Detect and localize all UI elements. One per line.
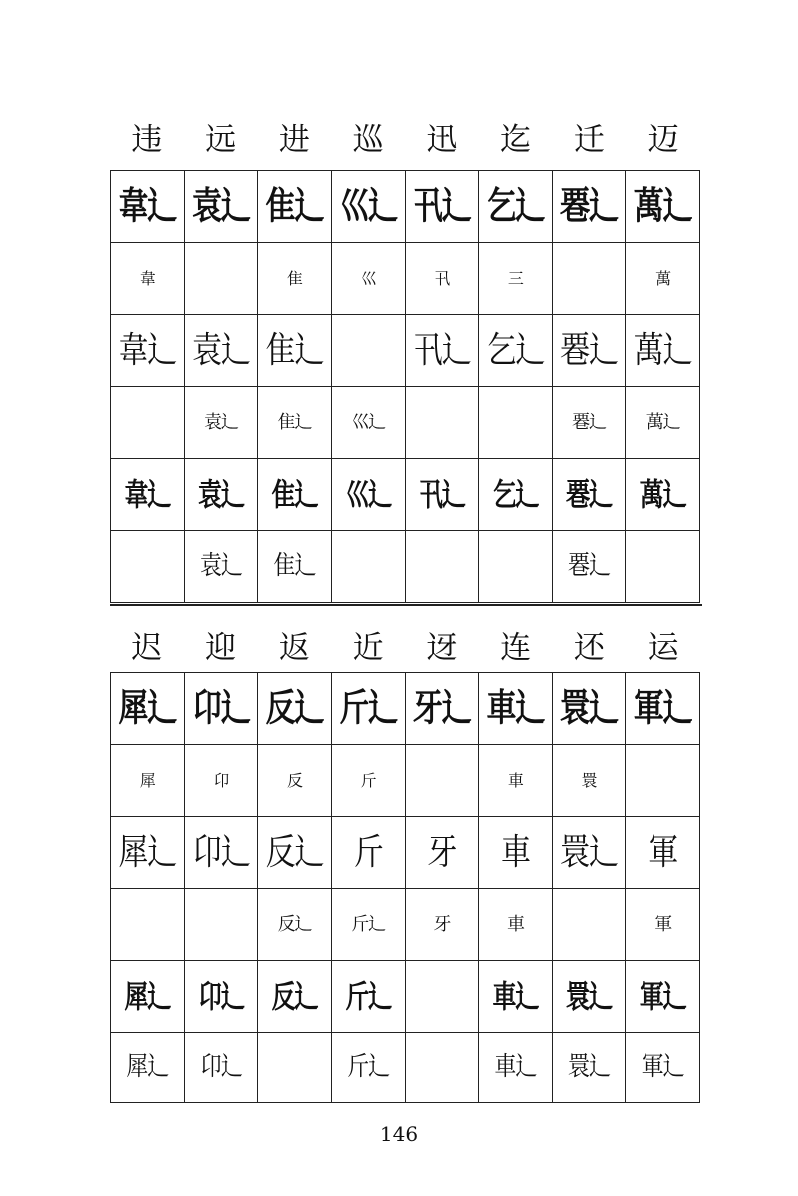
glyph-cell xyxy=(111,961,185,1033)
seal-glyph: 隹 xyxy=(287,269,303,288)
seal-glyph: 袁辶 xyxy=(191,328,250,371)
glyph-cell xyxy=(258,315,332,387)
glyph-row xyxy=(111,889,700,961)
glyph-cell xyxy=(479,171,553,243)
glyph-cell xyxy=(258,243,332,315)
seal-glyph: 斤辶 xyxy=(345,977,392,1015)
glyph-cell xyxy=(111,745,185,817)
header-char: 还 xyxy=(573,630,605,666)
seal-glyph: 巛辶 xyxy=(351,412,386,433)
glyph-cell xyxy=(626,459,700,531)
glyph-cell xyxy=(405,387,479,459)
glyph-cell xyxy=(111,531,185,603)
header-row-1 xyxy=(110,120,700,160)
glyph-cell xyxy=(184,889,258,961)
seal-glyph: 卂辶 xyxy=(418,475,465,513)
glyph-cell xyxy=(331,745,405,817)
seal-glyph: 巛 xyxy=(360,269,376,288)
glyph-cell xyxy=(258,889,332,961)
seal-glyph: 卬辶 xyxy=(191,830,250,873)
header-char: 迁 xyxy=(573,122,605,158)
glyph-row xyxy=(111,459,700,531)
glyph-cell xyxy=(331,171,405,243)
glyph-cell xyxy=(405,1033,479,1103)
glyph-cell xyxy=(184,1033,258,1103)
glyph-cell xyxy=(331,817,405,889)
seal-glyph: 巛辶 xyxy=(339,184,398,228)
seal-glyph: 袁辶 xyxy=(191,184,250,228)
glyph-cell xyxy=(552,531,626,603)
seal-glyph: 斤 xyxy=(353,830,383,873)
header-char: 远 xyxy=(205,122,237,158)
glyph-cell xyxy=(479,673,553,745)
seal-glyph: 反辶 xyxy=(265,686,324,730)
seal-glyph: 斤辶 xyxy=(339,686,398,730)
glyph-row xyxy=(111,315,700,387)
glyph-cell xyxy=(552,243,626,315)
header-char: 迟 xyxy=(131,630,163,666)
glyph-cell xyxy=(184,459,258,531)
seal-glyph: 萬辶 xyxy=(633,184,692,228)
seal-glyph: 韋辶 xyxy=(118,184,177,228)
glyph-cell xyxy=(405,243,479,315)
glyph-cell xyxy=(479,531,553,603)
seal-glyph: 隹辶 xyxy=(271,475,318,513)
glyph-cell xyxy=(479,459,553,531)
page-number: 146 xyxy=(379,1122,419,1146)
seal-glyph: 䙴辶 xyxy=(566,475,613,513)
glyph-cell xyxy=(552,315,626,387)
glyph-cell xyxy=(626,243,700,315)
glyph-cell xyxy=(184,387,258,459)
glyph-cell xyxy=(405,745,479,817)
header-char: 违 xyxy=(131,122,163,158)
glyph-cell xyxy=(331,315,405,387)
glyph-cell xyxy=(331,961,405,1033)
glyph-cell xyxy=(184,745,258,817)
seal-glyph: 反 xyxy=(287,771,303,790)
seal-glyph: 軍辶 xyxy=(633,686,692,730)
glyph-cell xyxy=(258,817,332,889)
glyph-cell xyxy=(626,531,700,603)
seal-glyph: 萬辶 xyxy=(645,412,680,433)
seal-glyph: 反辶 xyxy=(277,914,312,935)
seal-glyph: 軍辶 xyxy=(639,977,686,1015)
glyph-cell xyxy=(331,889,405,961)
glyph-cell xyxy=(552,745,626,817)
header-char: 连 xyxy=(500,630,532,666)
seal-glyph: 乞辶 xyxy=(486,328,545,371)
glyph-cell xyxy=(479,243,553,315)
glyph-cell xyxy=(331,459,405,531)
glyph-cell xyxy=(331,1033,405,1103)
glyph-cell xyxy=(479,1033,553,1103)
glyph-row xyxy=(111,387,700,459)
glyph-cell xyxy=(258,961,332,1033)
glyph-cell xyxy=(184,961,258,1033)
glyph-cell xyxy=(111,673,185,745)
header-char: 迅 xyxy=(426,122,458,158)
glyph-cell xyxy=(258,171,332,243)
seal-glyph: 犀辶 xyxy=(118,830,177,873)
glyph-cell xyxy=(111,459,185,531)
header-char: 进 xyxy=(278,122,310,158)
glyph-table-2 xyxy=(110,672,700,1103)
glyph-cell xyxy=(479,387,553,459)
header-char: 巡 xyxy=(352,122,384,158)
seal-glyph: 犀 xyxy=(139,771,155,790)
seal-glyph: 軍辶 xyxy=(641,1051,684,1082)
header-row-2 xyxy=(110,628,700,668)
glyph-cell xyxy=(626,889,700,961)
glyph-cell xyxy=(626,673,700,745)
glyph-cell xyxy=(184,243,258,315)
glyph-cell xyxy=(552,961,626,1033)
seal-glyph: 卂 xyxy=(434,269,450,288)
seal-glyph: 犀辶 xyxy=(124,977,171,1015)
seal-glyph: 車 xyxy=(506,914,524,935)
seal-glyph: 䙴辶 xyxy=(560,184,619,228)
seal-glyph: 犀辶 xyxy=(126,1051,169,1082)
seal-glyph: 韋 xyxy=(139,269,155,288)
seal-glyph: 軍 xyxy=(654,914,672,935)
seal-glyph: 斤辶 xyxy=(351,914,386,935)
glyph-row xyxy=(111,961,700,1033)
seal-glyph: 睘 xyxy=(581,771,597,790)
glyph-table-1 xyxy=(110,170,700,603)
glyph-cell xyxy=(626,817,700,889)
seal-glyph: 三 xyxy=(507,269,523,288)
seal-glyph: 卂辶 xyxy=(412,328,471,371)
seal-glyph: 隹辶 xyxy=(273,550,316,581)
section-divider xyxy=(110,604,702,606)
glyph-cell xyxy=(111,171,185,243)
glyph-cell xyxy=(258,1033,332,1103)
glyph-cell xyxy=(331,673,405,745)
seal-glyph: 反辶 xyxy=(271,977,318,1015)
glyph-cell xyxy=(258,459,332,531)
seal-glyph: 車 xyxy=(500,830,530,873)
seal-glyph: 䙴辶 xyxy=(560,328,619,371)
seal-glyph: 隹辶 xyxy=(265,328,324,371)
glyph-cell xyxy=(184,531,258,603)
glyph-cell xyxy=(184,171,258,243)
glyph-cell xyxy=(626,1033,700,1103)
glyph-cell xyxy=(626,961,700,1033)
glyph-cell xyxy=(184,673,258,745)
header-char: 近 xyxy=(352,630,384,666)
header-char: 迎 xyxy=(205,630,237,666)
glyph-cell xyxy=(331,531,405,603)
seal-glyph: 車辶 xyxy=(494,1051,537,1082)
glyph-cell xyxy=(626,315,700,387)
seal-glyph: 睘辶 xyxy=(560,830,619,873)
seal-glyph: 韋辶 xyxy=(118,328,177,371)
glyph-cell xyxy=(258,673,332,745)
seal-glyph: 牙辶 xyxy=(412,686,471,730)
glyph-cell xyxy=(111,817,185,889)
glyph-row xyxy=(111,243,700,315)
glyph-row xyxy=(111,745,700,817)
glyph-cell xyxy=(479,889,553,961)
glyph-cell xyxy=(184,315,258,387)
seal-glyph: 卬辶 xyxy=(199,1051,242,1082)
seal-glyph: 萬辶 xyxy=(633,328,692,371)
header-char: 迓 xyxy=(426,630,458,666)
glyph-row xyxy=(111,817,700,889)
glyph-cell xyxy=(479,315,553,387)
glyph-cell xyxy=(405,459,479,531)
seal-glyph: 卂辶 xyxy=(412,184,471,228)
seal-glyph: 隹辶 xyxy=(265,184,324,228)
seal-glyph: 䙴辶 xyxy=(572,412,607,433)
header-char: 返 xyxy=(278,630,310,666)
glyph-row xyxy=(111,531,700,603)
glyph-cell xyxy=(479,961,553,1033)
glyph-cell xyxy=(479,745,553,817)
glyph-cell xyxy=(331,243,405,315)
seal-glyph: 車 xyxy=(507,771,523,790)
glyph-cell xyxy=(626,387,700,459)
seal-glyph: 軍 xyxy=(648,830,678,873)
seal-glyph: 車辶 xyxy=(492,977,539,1015)
seal-glyph: 牙 xyxy=(427,830,457,873)
seal-glyph: 卬辶 xyxy=(191,686,250,730)
glyph-cell xyxy=(405,961,479,1033)
glyph-cell xyxy=(111,889,185,961)
glyph-cell xyxy=(111,387,185,459)
glyph-cell xyxy=(258,745,332,817)
seal-glyph: 萬辶 xyxy=(639,475,686,513)
glyph-cell xyxy=(552,889,626,961)
seal-glyph: 牙 xyxy=(433,914,451,935)
seal-glyph: 睘辶 xyxy=(566,977,613,1015)
glyph-row xyxy=(111,171,700,243)
seal-glyph: 卬 xyxy=(213,771,229,790)
header-char: 迄 xyxy=(500,122,532,158)
glyph-cell xyxy=(552,171,626,243)
seal-glyph: 卬辶 xyxy=(197,977,244,1015)
seal-glyph: 巛辶 xyxy=(345,475,392,513)
glyph-cell xyxy=(552,1033,626,1103)
seal-glyph: 萬 xyxy=(655,269,671,288)
seal-glyph: 睘辶 xyxy=(568,1051,611,1082)
glyph-cell xyxy=(626,171,700,243)
seal-glyph: 斤辶 xyxy=(347,1051,390,1082)
glyph-cell xyxy=(552,459,626,531)
seal-glyph: 犀辶 xyxy=(118,686,177,730)
glyph-cell xyxy=(552,817,626,889)
glyph-cell xyxy=(111,1033,185,1103)
section-1 xyxy=(110,120,700,603)
glyph-cell xyxy=(626,745,700,817)
glyph-row xyxy=(111,673,700,745)
header-char: 运 xyxy=(647,630,679,666)
glyph-cell xyxy=(111,243,185,315)
glyph-cell xyxy=(258,387,332,459)
seal-glyph: 袁辶 xyxy=(203,412,238,433)
glyph-cell xyxy=(405,673,479,745)
glyph-cell xyxy=(331,387,405,459)
seal-glyph: 袁辶 xyxy=(197,475,244,513)
seal-glyph: 袁辶 xyxy=(199,550,242,581)
glyph-row xyxy=(111,1033,700,1103)
glyph-cell xyxy=(552,673,626,745)
glyph-cell xyxy=(405,817,479,889)
seal-glyph: 睘辶 xyxy=(560,686,619,730)
header-char: 迈 xyxy=(647,122,679,158)
glyph-cell xyxy=(184,817,258,889)
seal-glyph: 車辶 xyxy=(486,686,545,730)
glyph-cell xyxy=(552,387,626,459)
seal-glyph: 韋辶 xyxy=(124,475,171,513)
section-2 xyxy=(110,628,700,1103)
glyph-cell xyxy=(405,171,479,243)
glyph-cell xyxy=(405,889,479,961)
seal-glyph: 乞辶 xyxy=(492,475,539,513)
seal-glyph: 乞辶 xyxy=(486,184,545,228)
glyph-cell xyxy=(405,315,479,387)
glyph-cell xyxy=(405,531,479,603)
glyph-cell xyxy=(258,531,332,603)
seal-glyph: 反辶 xyxy=(265,830,324,873)
seal-glyph: 䙴辶 xyxy=(568,550,611,581)
glyph-cell xyxy=(479,817,553,889)
seal-glyph: 隹辶 xyxy=(277,412,312,433)
seal-glyph: 斤 xyxy=(360,771,376,790)
glyph-cell xyxy=(111,315,185,387)
